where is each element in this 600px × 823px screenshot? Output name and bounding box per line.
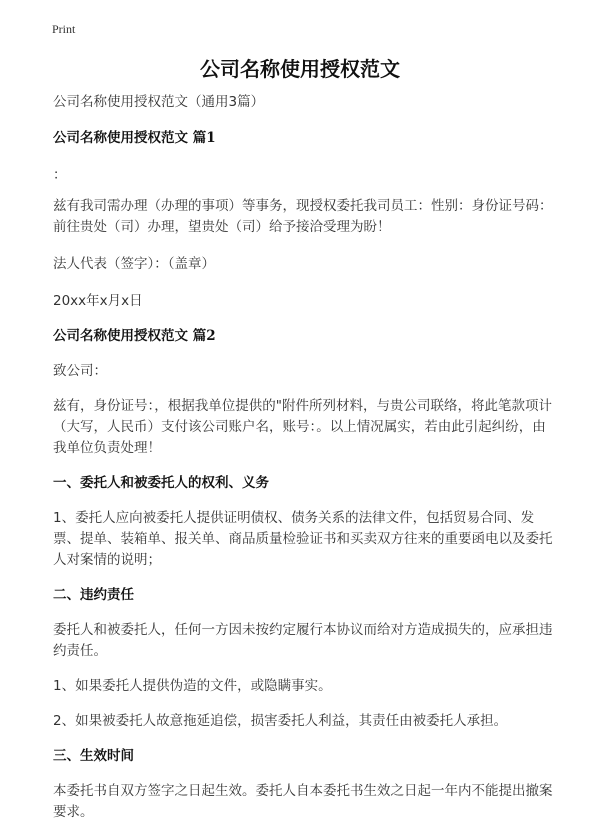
paragraph: 2、如果被委托人故意拖延追偿，损害委托人利益，其责任由被委托人承担。 bbox=[53, 713, 508, 729]
paragraph: 1、如果委托人提供伪造的文件，或隐瞒事实。 bbox=[53, 678, 332, 694]
paragraph: 20xx年x月x日 bbox=[53, 293, 143, 309]
paragraph: 委托人和被委托人，任何一方因未按约定履行本协议而给对方造成损失的，应承担违约责任。 bbox=[53, 622, 553, 659]
paragraph: 致公司： bbox=[53, 363, 107, 379]
section-heading: 二、违约责任 bbox=[53, 587, 134, 603]
section-heading: 公司名称使用授权范文 篇2 bbox=[53, 328, 216, 344]
paragraph: 法人代表（签字）：（盖章） bbox=[53, 256, 215, 272]
print-link[interactable]: Print bbox=[52, 22, 76, 36]
section-heading: 一、委托人和被委托人的权利、义务 bbox=[53, 475, 269, 491]
document-body bbox=[53, 92, 553, 823]
paragraph: 1、委托人应向被委托人提供证明债权、债务关系的法律文件，包括贸易合同、发票、提单、装箱单、报关单、商品质量检验证书和买卖双方往来的重要函电以及委托人对案情的说明； bbox=[53, 510, 553, 568]
section-heading: 公司名称使用授权范文 篇1 bbox=[53, 130, 216, 146]
paragraph: 公司名称使用授权范文（通用3篇） bbox=[53, 94, 265, 110]
section-heading: 三、生效时间 bbox=[53, 748, 134, 764]
paragraph: 兹有我司需办理（办理的事项）等事务，现授权委托我司员工：性别：身份证号码：前往贵处（司）办理，望贵处（司）给予接洽受理为盼！ bbox=[53, 198, 553, 235]
paragraph: 本委托书自双方签字之日起生效。委托人自本委托书生效之日起一年内不能提出撤案要求。 bbox=[53, 783, 553, 820]
paragraph: 兹有，身份证号：，根据我单位提供的"附件所列材料，与贵公司联络，将此笔款项计（大写，人民币）支付该公司账户名，账号：。以上情况属实，若由此引起纠纷，由我单位负责处理！ bbox=[53, 398, 552, 456]
page-title: 公司名称使用授权范文 bbox=[200, 57, 400, 81]
paragraph: ： bbox=[53, 167, 67, 183]
